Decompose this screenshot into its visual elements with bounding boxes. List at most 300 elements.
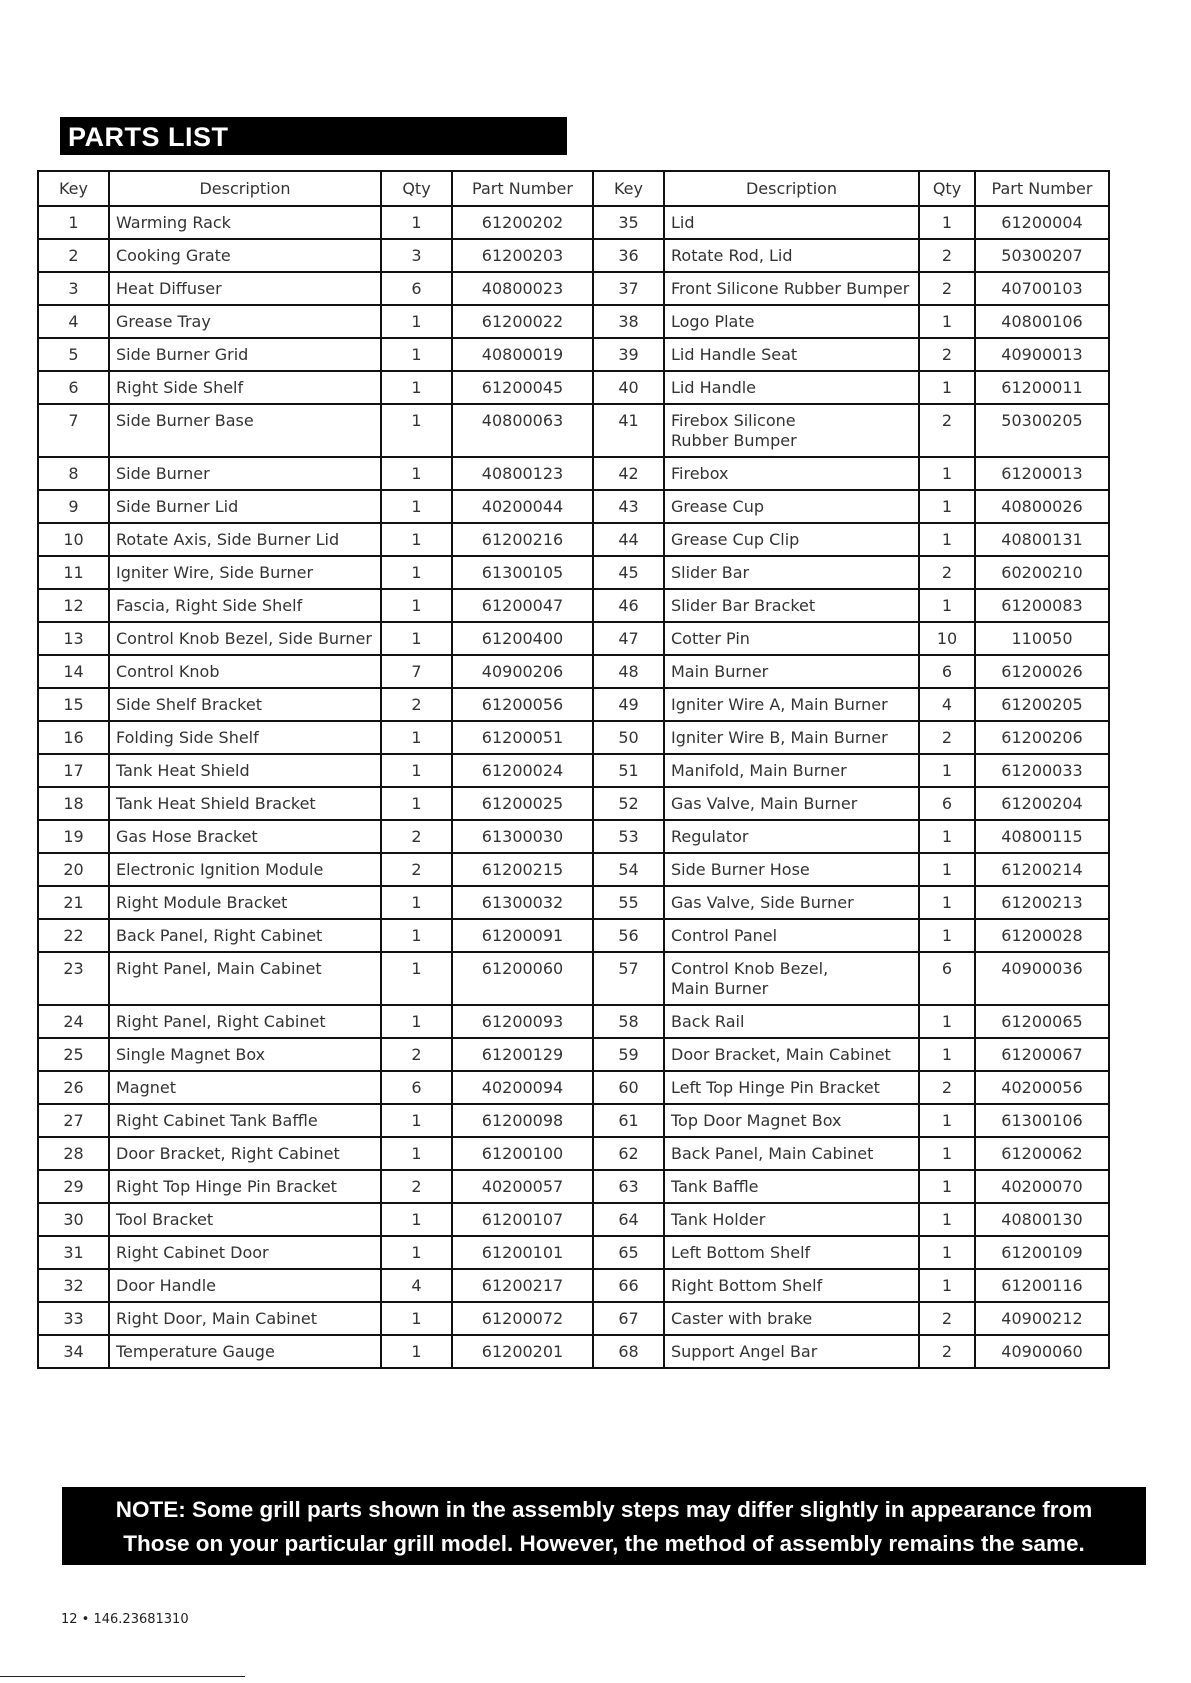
cell-qty-left: 7 <box>381 655 452 688</box>
parts-list-title: PARTS LIST <box>68 122 229 152</box>
header-part-number-right: Part Number <box>975 171 1109 206</box>
cell-part-number-right: 40800115 <box>975 820 1109 853</box>
cell-description-right: Left Bottom Shelf <box>664 1236 919 1269</box>
table-row <box>38 206 1109 239</box>
cell-key-right: 35 <box>593 206 664 239</box>
cell-key-left: 29 <box>38 1170 109 1203</box>
cell-key-right: 49 <box>593 688 664 721</box>
cell-description-left: Igniter Wire, Side Burner <box>109 556 381 589</box>
cell-description-right: Igniter Wire A, Main Burner <box>664 688 919 721</box>
cell-description-left: Gas Hose Bracket <box>109 820 381 853</box>
cell-description-left: Side Shelf Bracket <box>109 688 381 721</box>
cell-description-left: Single Magnet Box <box>109 1038 381 1071</box>
cell-description-left: Right Door, Main Cabinet <box>109 1302 381 1335</box>
cell-key-right: 62 <box>593 1137 664 1170</box>
cell-key-left: 34 <box>38 1335 109 1368</box>
cell-part-number-left: 61200107 <box>452 1203 593 1236</box>
cell-description-left: Right Cabinet Tank Baffle <box>109 1104 381 1137</box>
note-line-2: Those on your particular grill model. However, the method of assembly remains the same. <box>123 1531 1085 1556</box>
cell-qty-right: 1 <box>919 1203 975 1236</box>
table-row <box>38 754 1109 787</box>
cell-part-number-right: 61200065 <box>975 1005 1109 1038</box>
cell-part-number-right: 61200205 <box>975 688 1109 721</box>
cell-description-right: Rotate Rod, Lid <box>664 239 919 272</box>
cell-part-number-right: 61300106 <box>975 1104 1109 1137</box>
table-row <box>38 1137 1109 1170</box>
cell-qty-right: 1 <box>919 886 975 919</box>
cell-key-left: 2 <box>38 239 109 272</box>
cell-part-number-right: 61200011 <box>975 371 1109 404</box>
cell-description-left: Grease Tray <box>109 305 381 338</box>
cell-key-left: 28 <box>38 1137 109 1170</box>
table-row <box>38 1104 1109 1137</box>
cell-part-number-left: 61200091 <box>452 919 593 952</box>
cell-description-right: Front Silicone Rubber Bumper <box>664 272 919 305</box>
cell-part-number-right: 61200028 <box>975 919 1109 952</box>
header-key-right: Key <box>593 171 664 206</box>
cell-description-left: Warming Rack <box>109 206 381 239</box>
cell-qty-left: 1 <box>381 754 452 787</box>
cell-key-right: 56 <box>593 919 664 952</box>
cell-key-right: 47 <box>593 622 664 655</box>
cell-key-right: 45 <box>593 556 664 589</box>
cell-part-number-right: 40900060 <box>975 1335 1109 1368</box>
cell-qty-left: 2 <box>381 688 452 721</box>
cell-part-number-left: 61300030 <box>452 820 593 853</box>
cell-part-number-right: 61200062 <box>975 1137 1109 1170</box>
cell-part-number-left: 61200217 <box>452 1269 593 1302</box>
assembly-note <box>62 1487 1146 1565</box>
cell-key-left: 18 <box>38 787 109 820</box>
cell-qty-left: 2 <box>381 853 452 886</box>
cell-qty-right: 1 <box>919 919 975 952</box>
cell-description-right: Control Panel <box>664 919 919 952</box>
cell-part-number-left: 61200047 <box>452 589 593 622</box>
cell-qty-right: 1 <box>919 1137 975 1170</box>
cell-part-number-left: 61200202 <box>452 206 593 239</box>
cell-description-right: Cotter Pin <box>664 622 919 655</box>
table-row <box>38 1038 1109 1071</box>
cell-key-right: 44 <box>593 523 664 556</box>
cell-qty-right: 1 <box>919 1104 975 1137</box>
cell-part-number-right: 40800106 <box>975 305 1109 338</box>
cell-key-left: 10 <box>38 523 109 556</box>
cell-part-number-right: 61200033 <box>975 754 1109 787</box>
cell-qty-right: 2 <box>919 721 975 754</box>
table-row <box>38 1005 1109 1038</box>
cell-key-right: 57 <box>593 952 664 1005</box>
cell-description-left: Back Panel, Right Cabinet <box>109 919 381 952</box>
table-row <box>38 1269 1109 1302</box>
cell-key-right: 52 <box>593 787 664 820</box>
table-row <box>38 272 1109 305</box>
cell-key-right: 43 <box>593 490 664 523</box>
cell-qty-left: 1 <box>381 206 452 239</box>
cell-part-number-left: 61200129 <box>452 1038 593 1071</box>
cell-description-right: Logo Plate <box>664 305 919 338</box>
cell-qty-right: 2 <box>919 404 975 457</box>
cell-description-right: Control Knob Bezel, Main Burner <box>664 952 919 1005</box>
cell-qty-left: 1 <box>381 371 452 404</box>
cell-qty-right: 1 <box>919 457 975 490</box>
cell-description-right: Manifold, Main Burner <box>664 754 919 787</box>
cell-description-left: Tank Heat Shield <box>109 754 381 787</box>
cell-description-left: Door Handle <box>109 1269 381 1302</box>
cell-part-number-left: 40200094 <box>452 1071 593 1104</box>
cell-qty-right: 4 <box>919 688 975 721</box>
cell-part-number-right: 61200083 <box>975 589 1109 622</box>
cell-key-left: 5 <box>38 338 109 371</box>
table-row <box>38 655 1109 688</box>
cell-qty-right: 1 <box>919 589 975 622</box>
cell-qty-left: 1 <box>381 787 452 820</box>
table-row <box>38 787 1109 820</box>
cell-part-number-left: 40800063 <box>452 404 593 457</box>
cell-key-right: 64 <box>593 1203 664 1236</box>
cell-description-left: Right Panel, Main Cabinet <box>109 952 381 1005</box>
table-header-row <box>38 171 1109 206</box>
cell-qty-left: 3 <box>381 239 452 272</box>
cell-part-number-right: 40800130 <box>975 1203 1109 1236</box>
cell-key-left: 14 <box>38 655 109 688</box>
table-row <box>38 853 1109 886</box>
cell-key-left: 24 <box>38 1005 109 1038</box>
cell-part-number-right: 40900036 <box>975 952 1109 1005</box>
cell-description-right: Lid <box>664 206 919 239</box>
cell-description-left: Control Knob <box>109 655 381 688</box>
table-row <box>38 1302 1109 1335</box>
footer-rule <box>0 1676 245 1677</box>
cell-qty-left: 2 <box>381 1038 452 1071</box>
cell-key-left: 23 <box>38 952 109 1005</box>
table-row <box>38 523 1109 556</box>
cell-description-left: Temperature Gauge <box>109 1335 381 1368</box>
cell-qty-right: 6 <box>919 787 975 820</box>
cell-description-right: Tank Holder <box>664 1203 919 1236</box>
cell-key-right: 54 <box>593 853 664 886</box>
cell-description-right: Tank Baffle <box>664 1170 919 1203</box>
cell-part-number-right: 60200210 <box>975 556 1109 589</box>
cell-part-number-left: 61200051 <box>452 721 593 754</box>
cell-key-left: 6 <box>38 371 109 404</box>
cell-description-right: Regulator <box>664 820 919 853</box>
table-row <box>38 239 1109 272</box>
cell-part-number-right: 40200056 <box>975 1071 1109 1104</box>
cell-description-right: Gas Valve, Main Burner <box>664 787 919 820</box>
cell-qty-right: 2 <box>919 272 975 305</box>
cell-part-number-left: 61200100 <box>452 1137 593 1170</box>
cell-key-right: 60 <box>593 1071 664 1104</box>
cell-description-left: Cooking Grate <box>109 239 381 272</box>
cell-key-left: 32 <box>38 1269 109 1302</box>
cell-part-number-right: 40800131 <box>975 523 1109 556</box>
cell-key-left: 17 <box>38 754 109 787</box>
cell-description-left: Tank Heat Shield Bracket <box>109 787 381 820</box>
cell-description-left: Electronic Ignition Module <box>109 853 381 886</box>
cell-qty-left: 1 <box>381 589 452 622</box>
cell-part-number-left: 61200024 <box>452 754 593 787</box>
cell-part-number-left: 61200098 <box>452 1104 593 1137</box>
cell-qty-left: 1 <box>381 952 452 1005</box>
cell-qty-left: 1 <box>381 490 452 523</box>
cell-description-left: Fascia, Right Side Shelf <box>109 589 381 622</box>
cell-key-right: 67 <box>593 1302 664 1335</box>
cell-part-number-right: 61200067 <box>975 1038 1109 1071</box>
cell-key-right: 40 <box>593 371 664 404</box>
cell-description-left: Tool Bracket <box>109 1203 381 1236</box>
cell-part-number-right: 50300207 <box>975 239 1109 272</box>
cell-qty-left: 1 <box>381 1203 452 1236</box>
cell-key-left: 9 <box>38 490 109 523</box>
cell-description-left: Door Bracket, Right Cabinet <box>109 1137 381 1170</box>
cell-qty-left: 1 <box>381 1005 452 1038</box>
table-row <box>38 688 1109 721</box>
cell-description-right: Slider Bar Bracket <box>664 589 919 622</box>
cell-qty-right: 1 <box>919 754 975 787</box>
cell-part-number-left: 61200203 <box>452 239 593 272</box>
cell-description-left: Side Burner Grid <box>109 338 381 371</box>
cell-key-right: 66 <box>593 1269 664 1302</box>
table-row <box>38 589 1109 622</box>
cell-qty-right: 1 <box>919 1038 975 1071</box>
cell-part-number-right: 61200004 <box>975 206 1109 239</box>
cell-key-right: 68 <box>593 1335 664 1368</box>
cell-description-right: Firebox <box>664 457 919 490</box>
table-row <box>38 1170 1109 1203</box>
cell-qty-left: 1 <box>381 305 452 338</box>
cell-part-number-right: 40900212 <box>975 1302 1109 1335</box>
cell-key-left: 13 <box>38 622 109 655</box>
cell-qty-left: 6 <box>381 1071 452 1104</box>
cell-description-right: Right Bottom Shelf <box>664 1269 919 1302</box>
table-row <box>38 820 1109 853</box>
cell-qty-left: 1 <box>381 622 452 655</box>
cell-part-number-left: 61200025 <box>452 787 593 820</box>
cell-key-right: 61 <box>593 1104 664 1137</box>
cell-qty-left: 1 <box>381 919 452 952</box>
cell-part-number-left: 61200093 <box>452 1005 593 1038</box>
cell-qty-left: 1 <box>381 1104 452 1137</box>
cell-part-number-left: 61200201 <box>452 1335 593 1368</box>
cell-qty-left: 1 <box>381 1137 452 1170</box>
cell-qty-left: 1 <box>381 1236 452 1269</box>
cell-key-right: 59 <box>593 1038 664 1071</box>
cell-description-left: Right Top Hinge Pin Bracket <box>109 1170 381 1203</box>
cell-key-right: 46 <box>593 589 664 622</box>
cell-key-left: 20 <box>38 853 109 886</box>
cell-part-number-left: 61300032 <box>452 886 593 919</box>
cell-key-right: 58 <box>593 1005 664 1038</box>
cell-description-left: Heat Diffuser <box>109 272 381 305</box>
cell-description-right: Left Top Hinge Pin Bracket <box>664 1071 919 1104</box>
table-row <box>38 404 1109 457</box>
cell-qty-right: 1 <box>919 206 975 239</box>
cell-qty-left: 1 <box>381 457 452 490</box>
table-row <box>38 1335 1109 1368</box>
cell-description-right: Grease Cup Clip <box>664 523 919 556</box>
cell-part-number-right: 40800026 <box>975 490 1109 523</box>
cell-key-left: 15 <box>38 688 109 721</box>
table-row <box>38 490 1109 523</box>
cell-part-number-left: 61300105 <box>452 556 593 589</box>
cell-description-left: Magnet <box>109 1071 381 1104</box>
cell-part-number-left: 40200044 <box>452 490 593 523</box>
header-description-right: Description <box>664 171 919 206</box>
cell-key-right: 51 <box>593 754 664 787</box>
cell-key-left: 30 <box>38 1203 109 1236</box>
cell-part-number-right: 61200206 <box>975 721 1109 754</box>
cell-part-number-right: 61200214 <box>975 853 1109 886</box>
cell-key-left: 12 <box>38 589 109 622</box>
cell-key-right: 50 <box>593 721 664 754</box>
cell-qty-left: 1 <box>381 523 452 556</box>
table-row <box>38 886 1109 919</box>
cell-qty-left: 1 <box>381 886 452 919</box>
cell-qty-right: 1 <box>919 1170 975 1203</box>
header-part-number-left: Part Number <box>452 171 593 206</box>
cell-description-right: Caster with brake <box>664 1302 919 1335</box>
cell-qty-left: 1 <box>381 721 452 754</box>
cell-key-right: 39 <box>593 338 664 371</box>
cell-key-left: 7 <box>38 404 109 457</box>
header-qty-right: Qty <box>919 171 975 206</box>
cell-description-right: Main Burner <box>664 655 919 688</box>
table-row <box>38 556 1109 589</box>
cell-qty-right: 1 <box>919 820 975 853</box>
cell-key-right: 63 <box>593 1170 664 1203</box>
page-footer: 12 • 146.23681310 <box>61 1612 189 1627</box>
cell-key-left: 3 <box>38 272 109 305</box>
cell-qty-right: 1 <box>919 1005 975 1038</box>
cell-key-left: 16 <box>38 721 109 754</box>
cell-qty-right: 1 <box>919 371 975 404</box>
cell-qty-right: 1 <box>919 1236 975 1269</box>
cell-part-number-right: 61200013 <box>975 457 1109 490</box>
cell-part-number-right: 40900013 <box>975 338 1109 371</box>
header-key-left: Key <box>38 171 109 206</box>
cell-qty-right: 1 <box>919 853 975 886</box>
table-row <box>38 305 1109 338</box>
cell-description-right: Side Burner Hose <box>664 853 919 886</box>
cell-description-right: Grease Cup <box>664 490 919 523</box>
cell-part-number-right: 40200070 <box>975 1170 1109 1203</box>
cell-description-right: Back Panel, Main Cabinet <box>664 1137 919 1170</box>
cell-key-left: 8 <box>38 457 109 490</box>
cell-part-number-left: 61200400 <box>452 622 593 655</box>
cell-key-left: 4 <box>38 305 109 338</box>
cell-qty-left: 1 <box>381 1302 452 1335</box>
table-row <box>38 1203 1109 1236</box>
cell-description-right: Top Door Magnet Box <box>664 1104 919 1137</box>
cell-part-number-left: 61200056 <box>452 688 593 721</box>
cell-qty-left: 2 <box>381 820 452 853</box>
cell-description-right: Slider Bar <box>664 556 919 589</box>
cell-description-right: Lid Handle <box>664 371 919 404</box>
cell-key-left: 27 <box>38 1104 109 1137</box>
table-row <box>38 952 1109 1005</box>
cell-description-left: Control Knob Bezel, Side Burner <box>109 622 381 655</box>
table-row <box>38 371 1109 404</box>
cell-description-right: Igniter Wire B, Main Burner <box>664 721 919 754</box>
cell-part-number-right: 61200213 <box>975 886 1109 919</box>
cell-description-left: Rotate Axis, Side Burner Lid <box>109 523 381 556</box>
cell-part-number-left: 40800023 <box>452 272 593 305</box>
cell-qty-left: 1 <box>381 338 452 371</box>
cell-key-right: 55 <box>593 886 664 919</box>
cell-key-left: 21 <box>38 886 109 919</box>
cell-part-number-right: 50300205 <box>975 404 1109 457</box>
cell-part-number-right: 61200026 <box>975 655 1109 688</box>
cell-qty-right: 2 <box>919 1335 975 1368</box>
cell-key-left: 26 <box>38 1071 109 1104</box>
cell-key-right: 48 <box>593 655 664 688</box>
cell-description-left: Right Module Bracket <box>109 886 381 919</box>
cell-qty-right: 1 <box>919 490 975 523</box>
cell-part-number-right: 61200204 <box>975 787 1109 820</box>
cell-key-left: 19 <box>38 820 109 853</box>
cell-part-number-left: 40800019 <box>452 338 593 371</box>
cell-qty-right: 1 <box>919 1269 975 1302</box>
parts-table-body <box>38 206 1109 1368</box>
cell-qty-left: 2 <box>381 1170 452 1203</box>
cell-key-right: 36 <box>593 239 664 272</box>
cell-qty-right: 2 <box>919 239 975 272</box>
cell-key-right: 38 <box>593 305 664 338</box>
cell-part-number-left: 61200216 <box>452 523 593 556</box>
cell-part-number-left: 61200101 <box>452 1236 593 1269</box>
cell-key-right: 37 <box>593 272 664 305</box>
table-row <box>38 721 1109 754</box>
table-row <box>38 622 1109 655</box>
cell-qty-right: 10 <box>919 622 975 655</box>
cell-part-number-left: 40800123 <box>452 457 593 490</box>
cell-key-left: 25 <box>38 1038 109 1071</box>
cell-key-left: 31 <box>38 1236 109 1269</box>
cell-key-left: 1 <box>38 206 109 239</box>
cell-part-number-left: 61200072 <box>452 1302 593 1335</box>
cell-qty-right: 1 <box>919 523 975 556</box>
cell-part-number-right: 40700103 <box>975 272 1109 305</box>
cell-qty-right: 6 <box>919 655 975 688</box>
cell-key-left: 33 <box>38 1302 109 1335</box>
parts-list-banner <box>60 117 567 155</box>
cell-description-right: Lid Handle Seat <box>664 338 919 371</box>
cell-key-right: 42 <box>593 457 664 490</box>
cell-key-right: 65 <box>593 1236 664 1269</box>
cell-description-left: Side Burner Lid <box>109 490 381 523</box>
cell-description-right: Door Bracket, Main Cabinet <box>664 1038 919 1071</box>
cell-key-left: 11 <box>38 556 109 589</box>
cell-description-left: Side Burner Base <box>109 404 381 457</box>
cell-part-number-right: 110050 <box>975 622 1109 655</box>
header-description-left: Description <box>109 171 381 206</box>
cell-description-right: Gas Valve, Side Burner <box>664 886 919 919</box>
cell-description-left: Folding Side Shelf <box>109 721 381 754</box>
cell-description-right: Back Rail <box>664 1005 919 1038</box>
cell-description-left: Right Panel, Right Cabinet <box>109 1005 381 1038</box>
cell-qty-right: 1 <box>919 305 975 338</box>
cell-qty-right: 6 <box>919 952 975 1005</box>
cell-part-number-left: 61200022 <box>452 305 593 338</box>
cell-description-left: Right Side Shelf <box>109 371 381 404</box>
table-row <box>38 919 1109 952</box>
cell-description-right: Firebox Silicone Rubber Bumper <box>664 404 919 457</box>
table-row <box>38 457 1109 490</box>
cell-qty-left: 1 <box>381 1335 452 1368</box>
cell-qty-left: 1 <box>381 404 452 457</box>
cell-qty-left: 4 <box>381 1269 452 1302</box>
table-row <box>38 1071 1109 1104</box>
